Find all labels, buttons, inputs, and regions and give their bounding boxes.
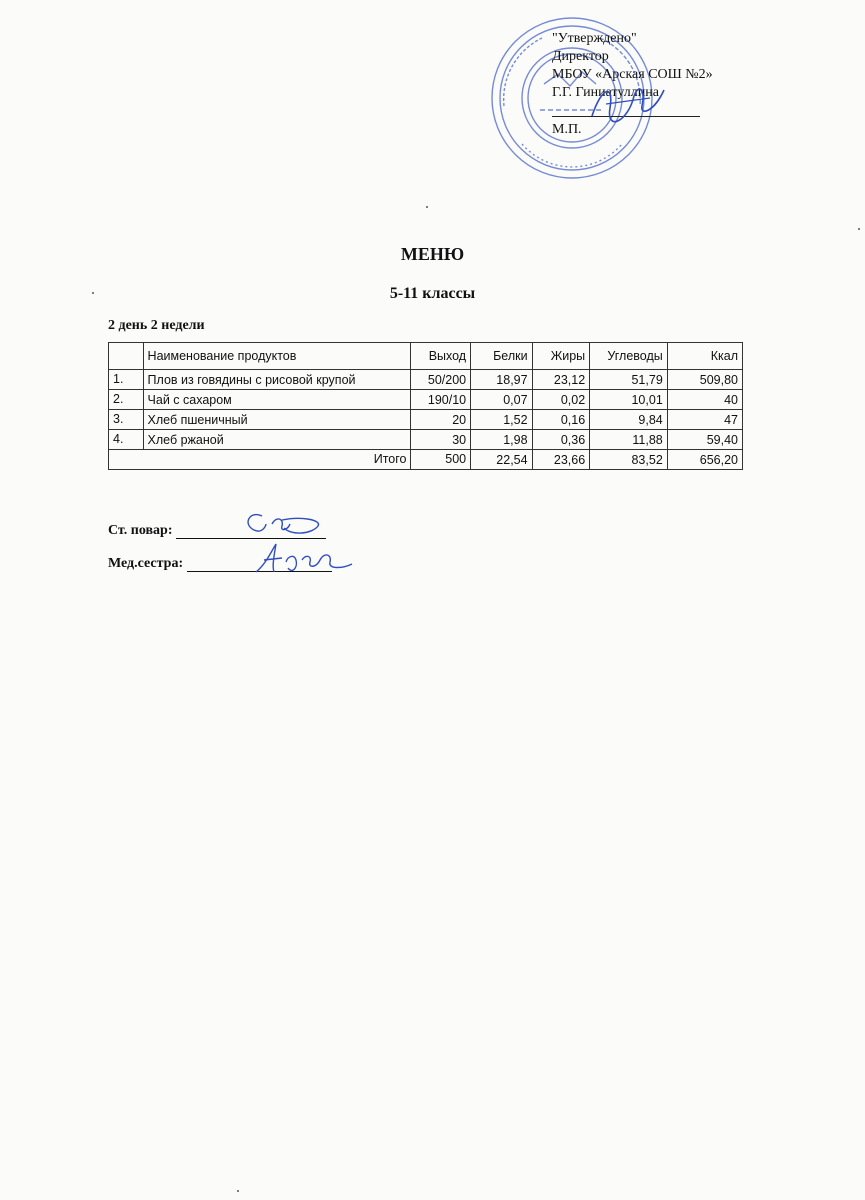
row-carbs: 51,79 [590,370,668,390]
table-header-row [109,343,743,370]
menu-table [108,342,743,470]
row-output: 20 [411,410,471,430]
header-index [109,343,144,370]
header-kcal: Ккал [667,343,742,370]
row-protein: 1,52 [471,410,532,430]
row-protein: 0,07 [471,390,532,410]
table-row [109,410,743,430]
row-fat: 23,12 [532,370,590,390]
page-subtitle: 5-11 классы [389,285,476,302]
row-name: Чай с сахаром [143,390,411,410]
scan-speck [237,1190,239,1192]
row-name: Плов из говядины с рисовой крупой [143,370,411,390]
total-output: 500 [411,450,471,470]
row-kcal: 59,40 [667,430,742,450]
scan-speck [92,292,94,294]
header-fat: Жиры [532,343,590,370]
scan-speck [426,206,428,208]
header-protein: Белки [471,343,532,370]
row-carbs: 10,01 [590,390,668,410]
scan-speck [858,228,860,230]
total-kcal: 656,20 [667,450,742,470]
row-protein: 18,97 [471,370,532,390]
nurse-label: Мед.сестра: [108,556,184,571]
nurse-signature [252,540,356,578]
row-index: 2. [109,390,144,410]
row-fat: 0,16 [532,410,590,430]
approval-title: "Утверждено" [552,31,637,46]
header-output: Выход [411,343,471,370]
total-fat: 23,66 [532,450,590,470]
page-title: МЕНЮ [400,244,465,264]
row-kcal: 47 [667,410,742,430]
row-output: 50/200 [411,370,471,390]
approval-position: Директор [552,49,609,64]
row-fat: 0,02 [532,390,590,410]
chef-signature [232,506,322,542]
chef-label: Ст. повар: [108,523,173,538]
table-row [109,430,743,450]
row-output: 190/10 [411,390,471,410]
total-carbs: 83,52 [590,450,668,470]
stamp-place: М.П. [552,122,582,137]
row-fat: 0,36 [532,430,590,450]
row-index: 3. [109,410,144,430]
table-row [109,390,743,410]
row-kcal: 509,80 [667,370,742,390]
director-signature [588,78,668,128]
row-index: 1. [109,370,144,390]
total-protein: 22,54 [471,450,532,470]
approval-director-name: Г.Г. Гиниатуллина [552,85,659,100]
row-index: 4. [109,430,144,450]
row-output: 30 [411,430,471,450]
total-label: Итого [109,450,411,470]
day-label: 2 день 2 недели [108,318,205,333]
table-total-row [109,450,743,470]
row-protein: 1,98 [471,430,532,450]
row-carbs: 11,88 [590,430,668,450]
row-carbs: 9,84 [590,410,668,430]
table-row [109,370,743,390]
row-name: Хлеб пшеничный [143,410,411,430]
header-carbs: Углеводы [590,343,668,370]
approval-school: МБОУ «Арская СОШ №2» [552,67,713,82]
row-name: Хлеб ржаной [143,430,411,450]
header-name: Наименование продуктов [143,343,411,370]
row-kcal: 40 [667,390,742,410]
